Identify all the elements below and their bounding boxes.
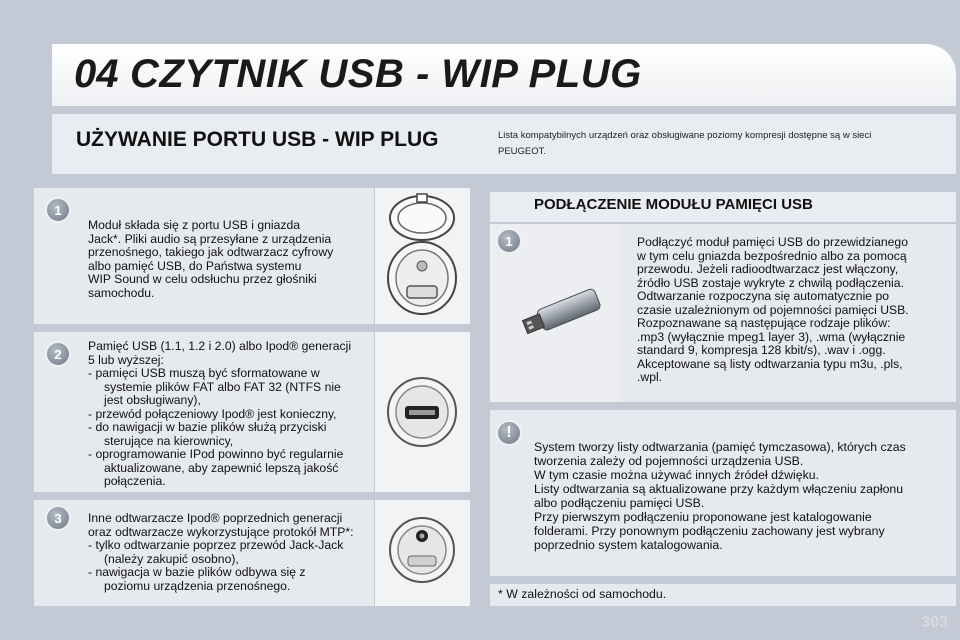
chapter-number: 04 (74, 52, 119, 96)
text-line: poprzednio system katalogowania. (534, 538, 723, 552)
text-line: Listy odtwarzania są aktualizowane przy każdym włączeniu zapłonu (534, 482, 904, 496)
playlist-note-text (534, 440, 906, 552)
text-line: .mp3 (wyłącznie mpeg1 layer 3), .wma (wyłącznie (637, 329, 906, 344)
text-line: przewodu. Jeżeli radioodtwarzacz jest włączony, (637, 262, 899, 276)
text-line: Jack*. Pliki audio są przesyłane z urządzenia (88, 231, 332, 246)
text-line: w tym celu gniazda bezpośrednio albo za pomocą (637, 248, 907, 263)
panel-jack-port-image (375, 500, 470, 606)
warning-badge-icon: ! (496, 420, 522, 446)
jack-port-illustration (375, 500, 470, 606)
text-line: standard 9, kompresja 128 kbit/s), .wav i .ogg. (637, 343, 886, 357)
bullet-line: - do nawigacji w bazie plików służą przyciski (88, 420, 327, 434)
text-line: albo podłączeniu pamięci USB. (534, 496, 705, 510)
footnote: * W zależności od samochodu. (498, 587, 667, 601)
bullet-cont: sterujące na kierownicy, (104, 433, 234, 448)
page-number: 303 (921, 614, 948, 631)
usb-connection-description (637, 236, 909, 385)
text-line: czasie uzależnionym od pojemności pamięci USB. (637, 302, 909, 317)
bullet-cont: jest obsługiwany), (104, 393, 201, 407)
text-line: folderami. Przy ponownym podłączeniu zachowany jest wybrany (534, 524, 885, 538)
panel-usb-module-image (375, 188, 470, 324)
compatibility-note (498, 128, 918, 160)
chapter-title: CZYTNIK USB - WIP PLUG (130, 52, 642, 96)
text-line: .wpl. (637, 370, 663, 384)
text-line: Podłączyć moduł pamięci USB do przewidzianego (637, 235, 908, 249)
text-line: przenośnego, takiego jak odtwarzacz cyfrowy (88, 245, 334, 259)
step-badge-1: 1 (45, 197, 71, 223)
step-badge-3: 3 (45, 505, 71, 531)
usb-connection-title: PODŁĄCZENIE MODUŁU PAMIĘCI USB (534, 196, 813, 213)
bullet-line: - przewód połączeniowy Ipod® jest konieczny, (88, 406, 337, 421)
text-line: albo pamięć USB, do Państwa systemu (88, 258, 302, 273)
wip-plug-open-lid-illustration (375, 188, 470, 324)
step-badge-r1: 1 (496, 228, 522, 254)
text-line: oraz odtwarzacze wykorzystujące protokół MTP*: (88, 524, 354, 539)
text-line: Przy pierwszym podłączeniu proponowane jest katalogowanie (534, 510, 872, 524)
text-line: Odtwarzanie rozpoczyna się automatycznie po (637, 289, 890, 303)
text-line: Inne odtwarzacze Ipod® poprzednich generacji (88, 511, 343, 525)
older-players-info (88, 512, 354, 593)
bullet-cont: (należy zakupić osobno), (104, 551, 239, 566)
bullet-cont: systemie plików FAT albo FAT 32 (NTFS nie (104, 379, 341, 394)
text-line: WIP Sound w celu odsłuchu przez głośniki (88, 272, 317, 286)
text-line: 5 lub wyższej: (88, 352, 164, 367)
text-line: System tworzy listy odtwarzania (pamięć tymczasowa), których czas (534, 440, 906, 454)
bullet-line: - oprogramowanie IPod powinno być regularnie (88, 447, 344, 461)
text-line: Akceptowane są listy odtwarzania typu m3u, .pls, (637, 356, 903, 371)
usb-port-illustration (375, 332, 470, 492)
section-subtitle: UŻYWANIE PORTU USB - WIP PLUG (76, 128, 439, 151)
text-line: Moduł składa się z portu USB i gniazda (88, 218, 301, 232)
bullet-cont: połączenia. (104, 474, 166, 488)
bullet-line: - nawigacja w bazie plików odbywa się z (88, 565, 306, 579)
bullet-line: - pamięci USB muszą być sformatowane w (88, 366, 320, 380)
compat-line: Lista kompatybilnych urządzeń oraz obsługiwane poziomy kompresji dostępne są w sieci (498, 130, 872, 141)
text-line: W tym czasie można używać innych źródeł dźwięku. (534, 468, 819, 482)
usb-memory-requirements (88, 340, 351, 489)
bullet-line: - tylko odtwarzanie poprzez przewód Jack-Jack (88, 538, 344, 552)
compat-line: PEUGEOT. (498, 146, 547, 157)
text-line: samochodu. (88, 285, 155, 300)
text-line: tworzenia zależy od pojemności urządzenia USB. (534, 454, 804, 468)
bullet-cont: poziomu urządzenia przenośnego. (104, 578, 291, 593)
text-line: Pamięć USB (1.1, 1.2 i 2.0) albo Ipod® generacji (88, 339, 352, 353)
usb-module-description (88, 219, 333, 300)
text-line: źródło USB zostaje wykryte z chwilą podłączenia. (637, 275, 904, 290)
step-badge-2: 2 (45, 341, 71, 367)
bullet-cont: aktualizowane, aby zapewnić lepszą jakość (104, 460, 339, 475)
panel-usb-port-image (375, 332, 470, 492)
text-line: Rozpoznawane są następujące rodzaje plików: (637, 316, 891, 330)
